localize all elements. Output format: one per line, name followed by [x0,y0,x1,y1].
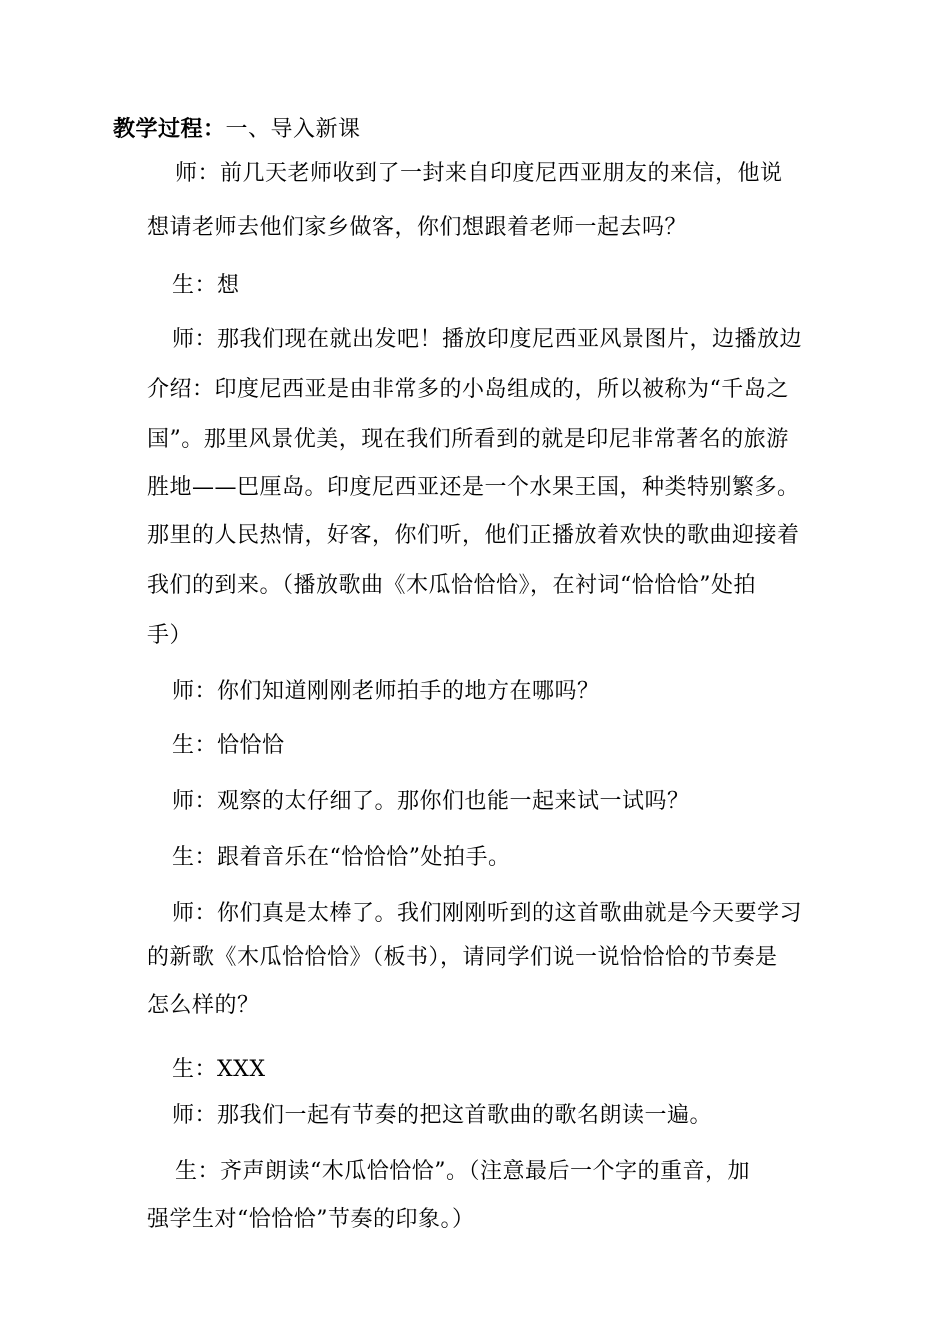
paragraph-line: 师：前几天老师收到了一封来自印度尼西亚朋友的来信，他说 [175,161,783,186]
paragraph-line: 师：你们真是太棒了。我们刚刚听到的这首歌曲就是今天要学习 [172,901,803,926]
paragraph-line: 手） [147,623,193,648]
paragraph-line: 我们的到来。（播放歌曲《木瓜恰恰恰》，在衬词“恰恰恰”处拍 [147,573,756,598]
paragraph-line: 国”。那里风景优美，现在我们所看到的就是印尼非常著名的旅游 [147,427,789,452]
paragraph-line: 胜地——巴厘岛。印度尼西亚还是一个水果王国，种类特别繁多。 [147,475,800,500]
paragraph-line: 师：观察的太仔细了。那你们也能一起来试一试吗？ [172,789,690,814]
paragraph-line: 想请老师去他们家乡做客，你们想跟着老师一起去吗？ [147,215,688,240]
paragraph-line: 那里的人民热情，好客，你们听，他们正播放着欢快的歌曲迎接着 [147,523,800,548]
paragraph-line: 生：恰恰恰 [172,733,285,758]
paragraph-line: 师：那我们现在就出发吧！播放印度尼西亚风景图片，边播放边 [172,327,803,352]
paragraph-line: 生：齐声朗读“木瓜恰恰恰”。（注意最后一个字的重音，加 [175,1159,750,1184]
paragraph-line: 强学生对“恰恰恰”节奏的印象。） [147,1207,475,1232]
paragraph-line: 生：跟着音乐在“恰恰恰”处拍手。 [172,845,511,870]
heading-line [113,116,361,144]
heading-section: 一、导入新课 [225,117,361,142]
paragraph-line: 怎么样的？ [147,993,260,1018]
heading-label: 教学过程： [113,117,226,142]
paragraph-line: 生：想 [172,273,240,298]
paragraph-line: 生：XXX [172,1057,266,1082]
paragraph-line: 的新歌《木瓜恰恰恰》（板书），请同学们说一说恰恰恰的节奏是 [147,945,778,970]
paragraph-line: 师：你们知道刚刚老师拍手的地方在哪吗？ [172,679,600,704]
paragraph-line: 介绍：印度尼西亚是由非常多的小岛组成的，所以被称为“千岛之 [147,377,789,402]
paragraph-line: 师：那我们一起有节奏的把这首歌曲的歌名朗读一遍。 [172,1103,713,1128]
